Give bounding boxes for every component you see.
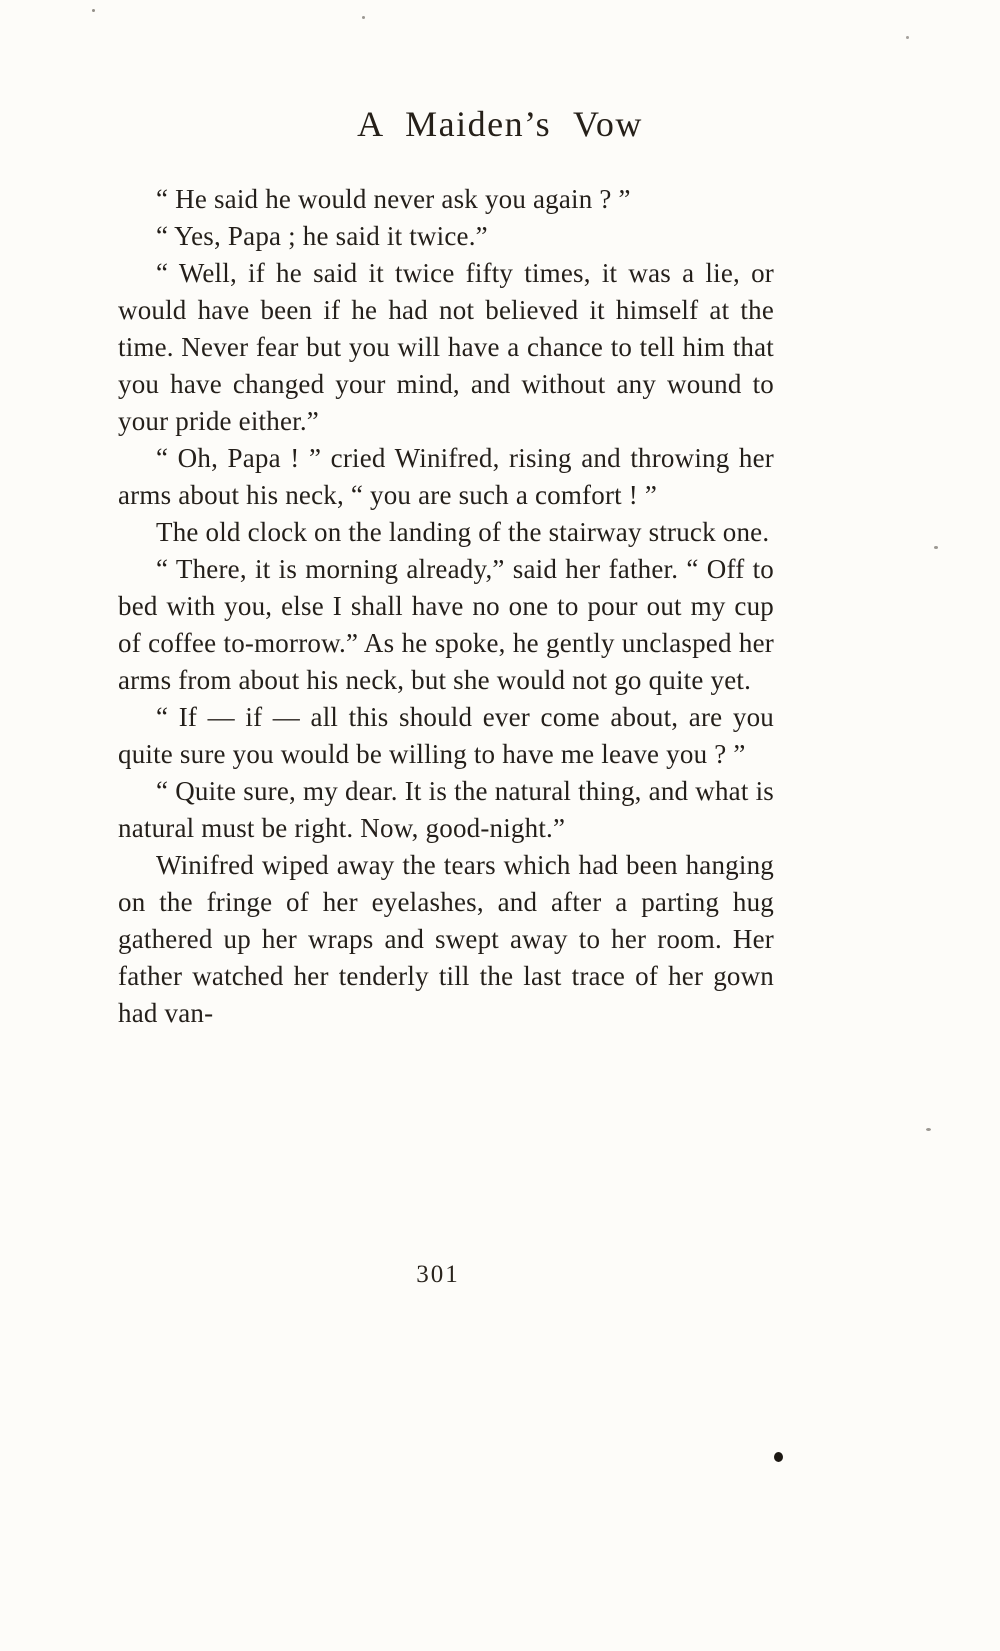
paragraph: Winifred wiped away the tears which had been hanging on the fringe of her eyelashes, and after a parting hug gathered up her wraps and swept away to her room. Her father watched her tenderly till the last trace of her gown had van- xyxy=(118,850,774,1028)
ink-speck xyxy=(362,16,365,19)
ink-speck xyxy=(906,36,909,39)
paragraph: “ Oh, Papa ! ” cried Winifred, rising and throwing her arms about his neck, “ you are such a comfort ! ” xyxy=(118,443,774,510)
ink-speck xyxy=(926,1128,931,1131)
paragraph: The old clock on the landing of the stairway struck one. xyxy=(156,517,770,547)
paragraph: “ If — if — all this should ever come about, are you quite sure you would be willing to have me leave you ? ” xyxy=(118,702,774,769)
ink-speck xyxy=(774,1452,783,1462)
page-number: 301 xyxy=(416,1261,460,1288)
paragraph: “ Quite sure, my dear. It is the natural thing, and what is natural must be right. Now, good-night.” xyxy=(118,776,774,843)
paragraph: “ Yes, Papa ; he said it twice.” xyxy=(156,221,488,251)
paragraph: “ Well, if he said it twice fifty times, it was a lie, or would have been if he had not believed it himself at the time. Never fear but you will have a chance to tell him that you have changed your mind, and without any wound to your pride either.” xyxy=(118,258,774,436)
paragraph: “ There, it is morning already,” said her father. “ Off to bed with you, else I shall have no one to pour out my cup of coffee to-morrow.” As he spoke, he gently unclasped her arms from about his neck, but she would not go quite yet. xyxy=(118,554,774,695)
ink-speck xyxy=(934,546,938,549)
ink-speck xyxy=(92,9,95,12)
paragraph: “ He said he would never ask you again ? ” xyxy=(156,184,631,214)
page-body xyxy=(118,181,774,1032)
chapter-title: A Maiden’s Vow xyxy=(357,104,643,144)
